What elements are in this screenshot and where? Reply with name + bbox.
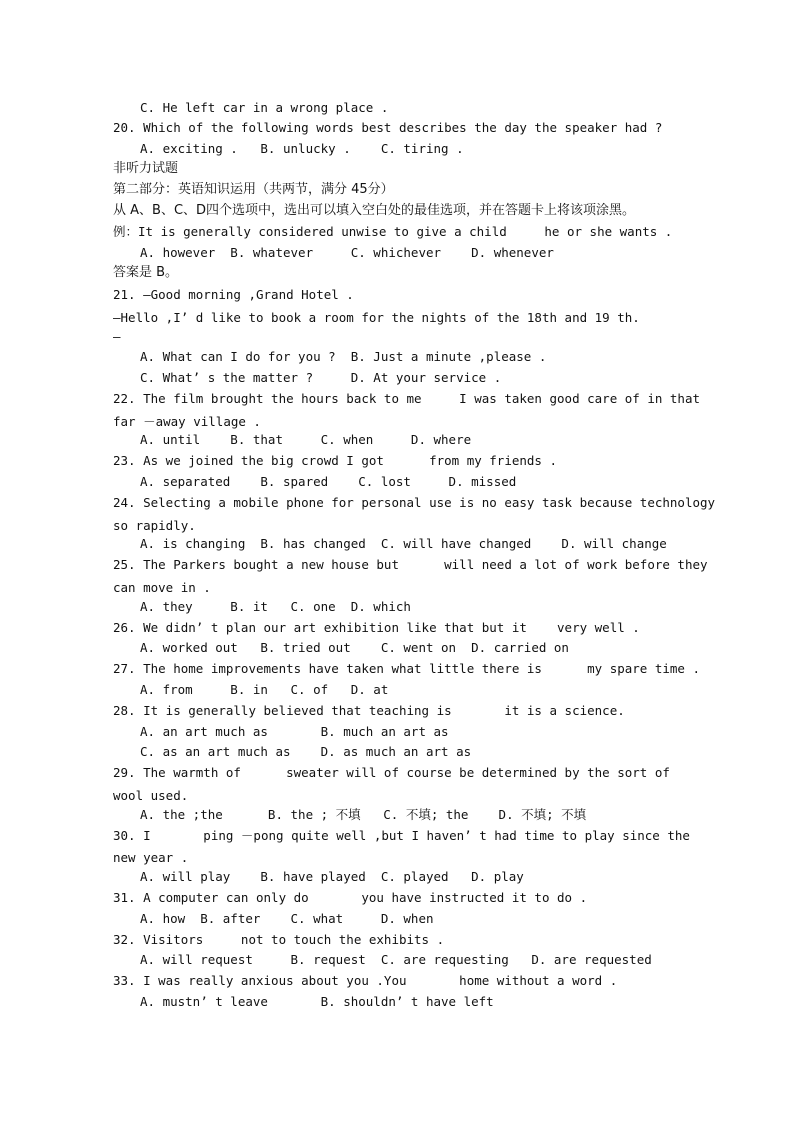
option-line: A. how B. after C. what D. when [140,911,434,926]
question-23: 23. As we joined the big crowd I got from my friends . [113,453,558,468]
question-28: 28. It is generally believed that teaching is it is a science. [113,703,625,718]
question-continuation: wool used. [113,788,189,803]
option-line: A. until B. that C. when D. where [140,432,472,447]
option-line: A. an art much as B. much an art as [140,724,449,739]
option-line: A. they B. it C. one D. which [140,599,411,614]
question-continuation: so rapidly. [113,518,196,533]
dialogue-line: — [113,329,121,344]
option-line: A. exciting . B. unlucky . C. tiring . [140,141,464,156]
option-line: A. is changing B. has changed C. will have changed D. will change [140,536,667,551]
question-24: 24. Selecting a mobile phone for personal use is no easy task because technology [113,495,716,510]
question-continuation: can move in . [113,580,211,595]
question-continuation: new year . [113,850,189,865]
option-line: A. mustn’ t leave B. shouldn’ t have left [140,994,494,1009]
section-heading: 非听力试题 [113,161,179,176]
option-line: A. the ;the B. the ; 不填 C. 不填; the D. 不填; 不填 [140,807,587,822]
option-line: A. separated B. spared C. lost D. missed [140,474,517,489]
option-line: A. will request B. request C. are requesting D. are requested [140,952,652,967]
option-line: A. however B. whatever C. whichever D. whenever [140,245,554,260]
question-29: 29. The warmth of sweater will of course be determined by the sort of [113,765,670,780]
option-line: A. What can I do for you ? B. Just a minute ,please . [140,349,547,364]
part-heading: 第二部分：英语知识运用（共两节，满分 45分） [113,182,394,197]
option-line: A. from B. in C. of D. at [140,682,389,697]
question-32: 32. Visitors not to touch the exhibits . [113,932,445,947]
question-33: 33. I was really anxious about you .You home without a word . [113,973,618,988]
dialogue-line: —Hello ,I’ d like to book a room for the nights of the 18th and 19 th. [113,310,640,325]
question-31: 31. A computer can only do you have instructed it to do . [113,890,588,905]
example-question: 例：It is generally considered unwise to give a child he or she wants . [113,224,673,239]
question-27: 27. The home improvements have taken what little there is my spare time . [113,661,700,676]
question-26: 26. We didn’ t plan our art exhibition like that but it very well . [113,620,640,635]
question-continuation: far －away village . [113,414,261,429]
option-line: A. worked out B. tried out C. went on D. carried on [140,640,569,655]
option-line: A. will play B. have played C. played D. play [140,869,524,884]
question-22: 22. The film brought the hours back to me I was taken good care of in that [113,391,700,406]
question-30: 30. I ping －pong quite well ,but I haven’ t had time to play since the [113,828,690,843]
option-line: C. What’ s the matter ? D. At your service . [140,370,502,385]
option-line: C. as an art much as D. as much an art as [140,744,472,759]
option-line: C. He left car in a wrong place . [140,100,389,115]
example-answer: 答案是 B。 [113,265,179,280]
question-25: 25. The Parkers bought a new house but will need a lot of work before they [113,557,708,572]
question-20: 20. Which of the following words best describes the day the speaker had ? [113,120,663,135]
question-21: 21. —Good morning ,Grand Hotel . [113,287,354,302]
instructions: 从 A、B、C、D四个选项中，选出可以填入空白处的最佳选项，并在答题卡上将该项涂黑。 [113,203,636,218]
